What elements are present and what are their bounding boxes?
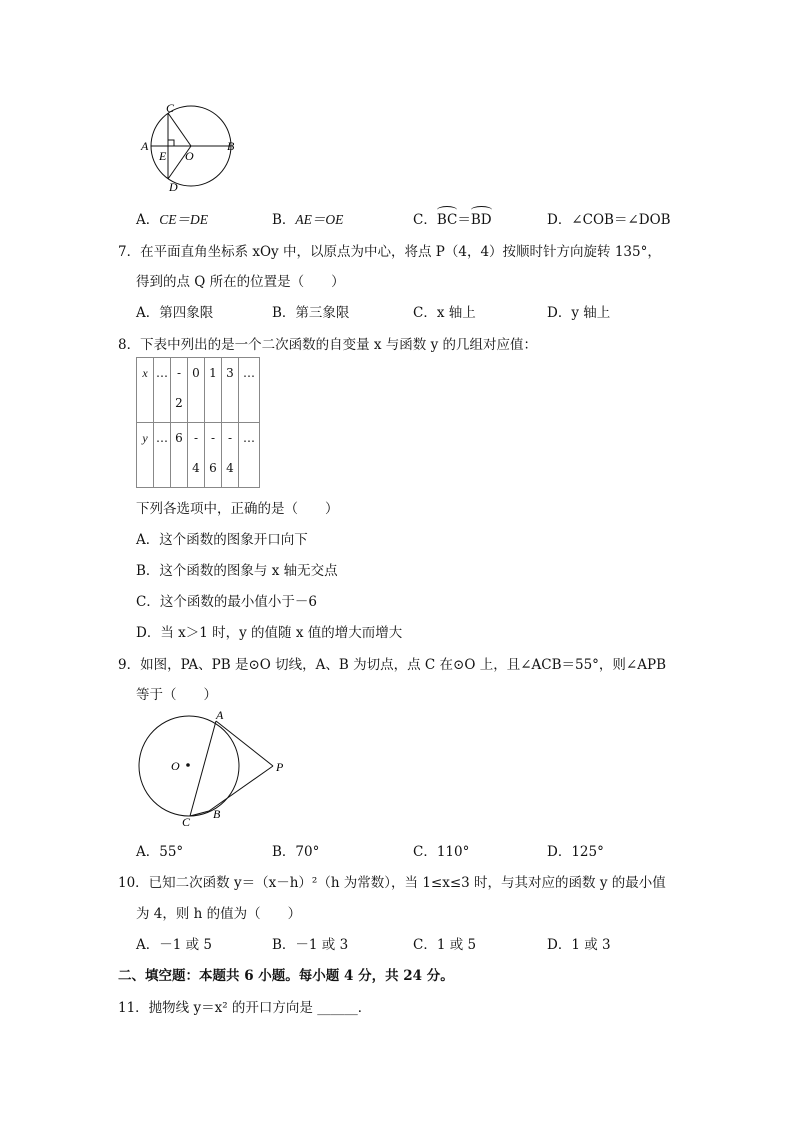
q10-option-a[interactable] [136,933,212,953]
cell-line: 4 [192,461,200,475]
option-text: 当 x＞1 时，y 的值随 x 值的增大而增大 [160,625,403,641]
q11-stem: 11．抛物线 y＝x² 的开口方向是 ______． [118,1000,372,1016]
option-text: CE＝DE [159,212,208,227]
table-cell: … [239,423,260,488]
q6-option-b[interactable] [272,208,343,228]
cell-line: 6 [209,461,217,475]
option-letter: D． [547,844,572,860]
cell-line: - [193,431,199,445]
cell-line: - [210,431,216,445]
table-cell [222,423,239,488]
q10-stem-line2: 为 4，则 h 的值为（ ） [136,906,302,922]
option-letter: D． [136,625,161,641]
q7-option-c[interactable] [413,301,476,321]
q8-prompt: 下列各选项中，正确的是（ ） [136,501,339,517]
q9-stem-line2: 等于（ ） [136,687,217,703]
q9-option-b[interactable] [272,840,319,860]
table-row-y [137,423,260,488]
chord-ac [190,721,216,816]
label-c: C [166,101,175,115]
tangent-pb [209,766,273,811]
option-text: x 轴上 [436,305,476,321]
option-text: 1 或 3 [571,937,611,953]
label-c: C [182,815,191,829]
option-letter: B． [272,844,296,860]
q10-option-b[interactable] [272,933,348,953]
table-cell: 3 [222,358,239,423]
tangent-pa [216,721,273,766]
option-text: y 轴上 [571,305,611,321]
option-letter: A． [136,212,160,228]
q10-option-d[interactable] [547,933,611,953]
arc-bd: BD [470,212,492,228]
label-e: E [159,149,167,163]
option-letter: B． [136,563,160,579]
option-letter: A． [136,937,160,953]
option-text: 这个函数的图象开口向下 [159,532,308,548]
option-letter: C． [413,844,437,860]
option-text: 55° [159,844,184,860]
label-b: B [213,807,221,821]
q9-stem-line1: 9．如图，PA、PB 是⊙O 切线，A、B 为切点，点 C 在⊙O 上，且∠ACB＝55°，则∠APB [118,657,666,673]
circle-chord-figure [138,100,248,200]
table-cell: x [137,358,154,423]
q6-option-a[interactable] [136,208,208,228]
q8-stem: 8．下表中列出的是一个二次函数的自变量 x 与函数 y 的几组对应值： [118,337,537,353]
option-text: 第三象限 [295,305,350,321]
q8-option-d[interactable] [136,621,402,641]
option-letter: C． [136,594,160,610]
q7-option-b[interactable] [272,301,349,321]
right-angle-mark [168,140,174,146]
option-letter: A． [136,305,160,321]
tangent-figure [130,705,300,830]
option-text: －1 或 3 [295,937,349,953]
arc-bc: BC [436,212,458,228]
table-cell: 1 [205,358,222,423]
table-cell [205,423,222,488]
q9-option-d[interactable] [547,840,604,860]
table-cell [188,423,205,488]
label-o: O [171,759,180,773]
option-letter: B． [272,212,296,228]
option-letter: D． [547,937,572,953]
option-text: 第四象限 [159,305,214,321]
label-a: A [216,708,224,722]
option-text: 这个函数的图象与 x 轴无交点 [159,563,338,579]
table-row-x [137,358,260,423]
table-cell: y [137,423,154,488]
option-letter: D． [547,212,572,228]
label-p: P [276,760,284,774]
table-cell: 6 [171,423,188,488]
table-cell: 0 [188,358,205,423]
option-letter: A． [136,844,160,860]
table-cell: … [239,358,260,423]
label-a: A [141,139,149,153]
option-text: ∠COB＝∠DOB [571,212,671,228]
cell-line: - [227,431,233,445]
q8-option-b[interactable] [136,559,338,579]
option-letter: B． [272,937,296,953]
option-letter: D． [547,305,572,321]
table-cell: … [154,423,171,488]
q7-stem-line1: 7．在平面直角坐标系 xOy 中，以原点为中心，将点 P（4，4）按顺时针方向旋转 135°， [118,244,661,260]
q8-option-c[interactable] [136,590,317,610]
value-table [136,357,260,488]
option-text: 这个函数的最小值小于－6 [159,594,317,610]
option-letter: A． [136,532,160,548]
option-text: 1 或 5 [436,937,477,953]
q6-option-d[interactable] [547,208,671,228]
q8-option-a[interactable] [136,528,308,548]
option-letter: C． [413,212,437,228]
label-o: O [185,149,194,163]
option-text: AE＝OE [295,212,344,227]
option-text: 125° [571,844,604,860]
segment-oc [168,113,191,146]
q7-option-d[interactable] [547,301,610,321]
q9-option-a[interactable] [136,840,183,860]
label-d: D [169,180,178,194]
cell-line: 4 [226,461,234,475]
equals-sign: ＝ [457,212,471,228]
q9-option-c[interactable] [413,840,469,860]
q10-stem-line1: 10．已知二次函数 y＝（x－h）²（h 为常数），当 1≤x≤3 时，与其对应的函数 y 的最小值 [118,875,666,891]
section-heading: 二、填空题：本题共 6 小题。每小题 4 分，共 24 分。 [118,968,454,984]
cell-line: 2 [175,396,183,410]
option-letter: C． [413,305,437,321]
option-letter: C． [413,937,437,953]
q10-option-c[interactable] [413,933,476,953]
option-text: 70° [295,844,320,860]
table-cell: … [154,358,171,423]
q7-option-a[interactable] [136,301,213,321]
table-cell [171,358,188,423]
q7-stem-line2: 得到的点 Q 所在的位置是（ ） [136,274,345,290]
option-text: －1 或 5 [159,937,213,953]
option-letter: B． [272,305,296,321]
center-dot [186,763,190,767]
cell-line: - [176,366,182,380]
label-b: B [227,139,235,153]
option-text: 110° [436,844,470,860]
q6-option-c[interactable] [413,208,492,228]
